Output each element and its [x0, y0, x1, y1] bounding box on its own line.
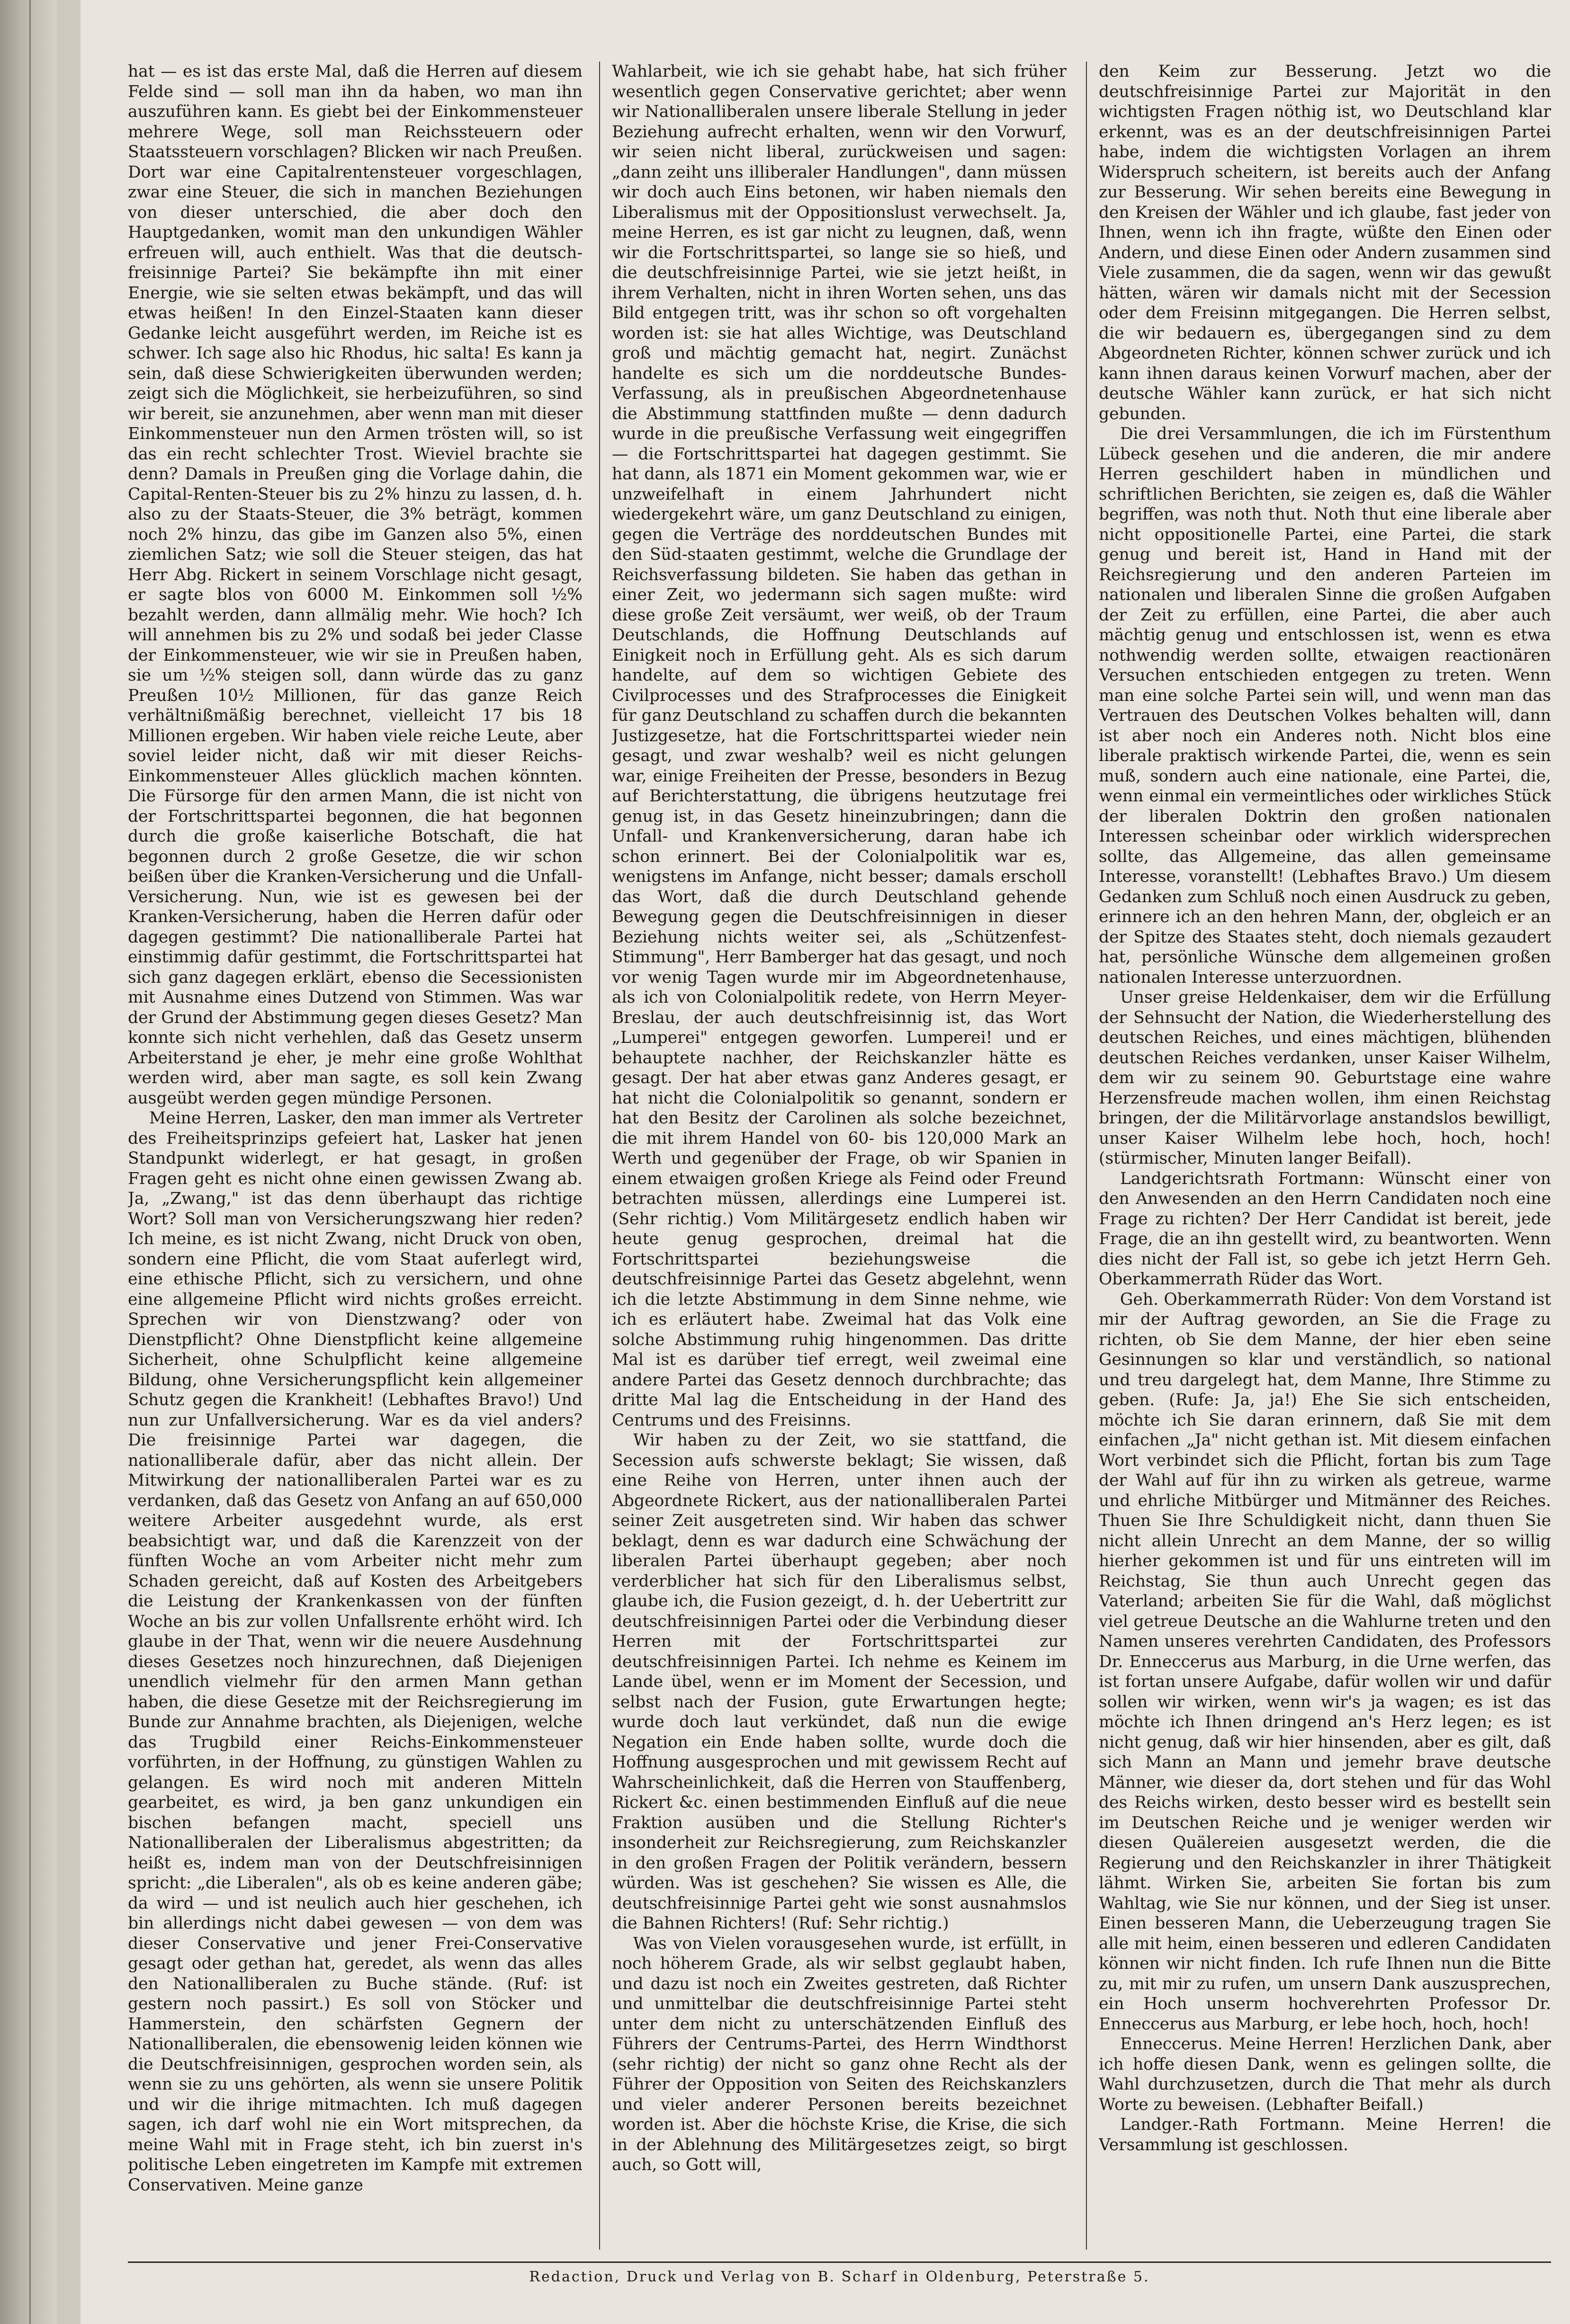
column-1-paragraph-1: hat — es ist das erste Mal, daß die Herren auf diesem Felde sind — soll man ihn da haben, wo man ihn auszuführen kann. Es giebt bei der Einkommensteuer mehrere Wege, soll man Reichssteuern oder Staatssteuern vorschlagen? Blicken wir nach Preußen. Dort war eine Capitalrentensteuer vorgeschlagen, zwar eine Steuer, die sich in manchen Beziehungen von dieser unterschied, die aber doch den Hauptgedanken, womit man den unkundigen Wähler erfreuen will, auch enthielt. Was that die deutsch-freisinnige Partei? Sie bekämpfte ihn mit einer Energie, wie sie selten etwas bekämpft, und das will etwas heißen! In den Einzel-Staaten kann dieser Gedanke leicht ausgeführt werden, im Reiche ist es schwer. Ich sage also hic Rhodus, hic salta! Es kann ja sein, daß diese Schwierigkeiten überwunden werden; zeigt sich die Möglichkeit, sie herbeizuführen, so sind wir bereit, sie anzunehmen, aber wenn man mit dieser Einkommensteuer nun den Armen trösten will, so ist das ein recht schlechter Trost. Wieviel brachte sie denn? Damals in Preußen ging die Vorlage dahin, die Capital-Renten-Steuer bis zu 2% hinzu zu lassen, d. h. also zu der Staats-Steuer, die 3% beträgt, kommen noch 2% hinzu, das gibe im Ganzen also 5%, einen ziemlichen Satz; wie soll die Steuer steigen, das hat Herr Abg. Rickert in seinem Vorschlage nicht gesagt, er sagte blos von 6000 M. Einkommen soll ½% bezahlt werden, dann allmälig mehr. Wie hoch? Ich will annehmen bis zu 2% und sodaß bei jeder Classe der Einkommensteuer, wie wir sie in Preußen haben, sie um ½% steigen soll, dann würde das zu ganz Preußen 10½ Millionen, für das ganze Reich verhältnißmäßig berechnet, vielleicht 17 bis 18 Millionen ergeben. Wir haben viele reiche Leute, aber soviel leider nicht, daß wir mit dieser Reichs-Einkommensteuer Alles glücklich machen könnten. Die Fürsorge für den armen Mann, die ist nicht von der Fortschrittspartei begonnen, die hat begonnen durch die große kaiserliche Botschaft, die hat begonnen durch 2 große Gesetze, die wir schon beißen über die Kranken-Versicherung und die Unfall-Versicherung. Nun, wie ist es gewesen bei der Kranken-Versicherung, haben die Herren dafür oder dagegen gestimmt? Die nationalliberale Partei hat einstimmig dafür gestimmt, die Fortschrittspartei hat sich ganz dagegen erklärt, ebenso die Secessionisten mit Ausnahme eines Dutzend von Stimmen. Was war der Grund der Abstimmung gegen dieses Gesetz? Man konnte sich nicht verhehlen, daß das Gesetz unserm Arbeiterstand je eher, je mehr eine große Wohlthat werden wird, aber man sagte, es soll kein Zwang ausgeübt werden gegen mündige Personen.	[128, 62, 583, 1108]
spine-edge	[29, 0, 31, 2324]
column-1-paragraph-2: Meine Herren, Lasker, den man immer als Vertreter des Freiheitsprinzips gefeiert hat, Lasker hat jenen Standpunkt widerlegt, er hat gesagt, in großen Fragen geht es nicht ohne einen gewissen Zwang ab. Ja, „Zwang," ist das denn überhaupt das richtige Wort? Soll man von Versicherungszwang hier reden? Ich meine, es ist nicht Zwang, nicht Druck von oben, sondern eine Pflicht, die vom Staat auferlegt wird, eine ethische Pflicht, sich zu versichern, und ohne eine allgemeine Pflicht wird nichts großes erreicht. Sprechen wir von Dienstzwang? oder von Dienstpflicht? Ohne Dienstpflicht keine allgemeine Sicherheit, ohne Schulpflicht keine allgemeine Bildung, ohne Versicherungspflicht kein allgemeiner Schutz gegen die Krankheit! (Lebhaftes Bravo!) Und nun zur Unfallversicherung. War es da viel anders? Die freisinnige Partei war dagegen, die nationalliberale dafür, aber das nicht allein. Der Mitwirkung der nationalliberalen Partei war es zu verdanken, daß das Gesetz von Anfang an auf 650,000 weitere Arbeiter ausgedehnt wurde, als erst beabsichtigt war, und daß die Karenzzeit von der fünften Woche an vom Arbeiter nicht mehr zum Schaden gereicht, daß auf Kosten des Arbeitgebers die Leistung der Krankenkassen von der fünften Woche an bis zur vollen Unfallsrente erhöht wird. Ich glaube in der That, wenn wir die neuere Ausdehnung dieses Gesetzes noch hinzurechnen, daß Diejenigen unendlich vielmehr für den armen Mann gethan haben, die diese Gesetze mit der Reichsregierung im Bunde zur Annahme brachten, als Diejenigen, welche das Trugbild einer Reichs-Einkommensteuer vorführten, in der Hoffnung, zu günstigen Wahlen zu gelangen. Es wird noch mit anderen Mitteln gearbeitet, es wird, ja ben ganz unkundigen ein bischen befangen macht, speciell uns Nationalliberalen der Liberalismus abgestritten; da heißt es, indem man von der Deutschfreisinnigen spricht: „die Liberalen", als ob es keine anderen gäbe; da wird — und ist neulich auch hier geschehen, ich bin allerdings nicht dabei gewesen — von dem was dieser Conservative und jener Frei-Conservative gesagt oder gethan hat, geredet, als wenn das alles den Nationalliberalen zu Buche stände. (Ruf: ist gestern noch passirt.) Es soll von Stöcker und Hammerstein, den schärfsten Gegnern der Nationalliberalen, die ebensowenig leiden können wie die Deutschfreisinnigen, gesprochen worden sein, als wenn sie zu uns gehörten, als wenn sie unsere Politik und wir die ihrige mitmachten. Ich muß dagegen sagen, ich darf wohl nie ein Wort mitsprechen, da meine Wahl mit in Frage steht, ich bin zuerst in's politische Leben eingetreten im Kampfe mit extremen Conservativen. Meine ganze	[128, 1109, 583, 2195]
text-column-2	[612, 62, 1067, 2250]
newspaper-page	[81, 0, 1570, 2324]
column-rule-2	[1086, 62, 1087, 2250]
column-2-paragraph-1: Wahlarbeit, wie ich sie gehabt habe, hat sich früher wesentlich gegen Conservative gerichtet; aber wenn wir Nationalliberalen unsere liberale Stellung in jeder Beziehung aufrecht erhalten, wenn wir den Vorwurf, wir seien nicht liberal, zurückweisen und sagen: „dann zeiht uns illiberaler Handlungen", dann müssen wir doch auch Eins betonen, wir haben niemals den Liberalismus mit der Oppositionslust verwechselt. Ja, meine Herren, es ist gar nicht zu leugnen, daß, wenn wir die Fortschrittspartei, so lange sie so hieß, und die deutschfreisinnige Partei, wie sie jetzt heißt, in ihrem Verhalten, nicht in ihren Worten sehen, uns das Bild entgegen tritt, was ihr schon so oft vorgehalten worden ist: sie hat alles Wichtige, was Deutschland groß und mächtig gemacht hat, negirt. Zunächst handelte es sich um die norddeutsche Bundes-Verfassung, als in preußischen Abgeordnetenhause die Abstimmung stattfinden mußte — denn dadurch wurde in die preußische Verfassung weit eingegriffen — die Fortschrittspartei hat dagegen gestimmt. Sie hat dann, als 1871 ein Moment gekommen war, wie er unzweifelhaft in einem Jahrhundert nicht wiedergekehrt wäre, um ganz Deutschland zu einigen, gegen die Verträge des norddeutschen Bundes mit den Süd-staaten gestimmt, welche die Grundlage der Reichsverfassung bildeten. Sie haben das gethan in einer Zeit, wo jedermann sich sagen mußte: wird diese große Zeit versäumt, wer weiß, ob der Traum Deutschlands, die Hoffnung Deutschlands auf Einigkeit noch in Erfüllung geht. Als es sich darum handelte, auf dem so wichtigen Gebiete des Civilprocesses und des Strafprocesses die Einigkeit für ganz Deutschland zu schaffen durch die bekannten Justizgesetze, hat die Fortschrittspartei wieder nein gesagt, und zwar weshalb? weil es nicht gelungen war, einige Freiheiten der Presse, besonders in Bezug auf Berichterstattung, die übrigens heutzutage frei genug ist, in das Gesetz hineinzubringen; dann die Unfall- und Krankenversicherung, daran habe ich schon erinnert. Bei der Colonialpolitik war es, wenigstens im Anfange, nicht besser; damals erscholl das Wort, daß die durch Deutschland gehende Bewegung gegen die Deutschfreisinnigen in dieser Beziehung nichts weiter sei, als „Schützenfest-Stimmung", Herr Bamberger hat das gesagt, und noch vor wenig Tagen wurde mir im Abgeordnetenhause, als ich von Colonialpolitik redete, von Herrn Meyer-Breslau, der auch deutschfreisinnig ist, das Wort „Lumperei" entgegen geworfen. Lumperei! und er behauptete nachher, der Reichskanzler hätte es gesagt. Der hat aber etwas ganz Anderes gesagt, er hat nicht die Colonialpolitik so genannt, sondern er hat den Besitz der Carolinen als solche bezeichnet, die mit ihrem Handel von 60- bis 120,000 Mark an Werth und gegenüber der Frage, ob wir Spanien in einem etwaigen großen Kriege als Feind oder Freund betrachten müssen, allerdings eine Lumperei ist. (Sehr richtig.) Vom Militärgesetz endlich haben wir heute genug gesprochen, dreimal hat die Fortschrittspartei beziehungsweise die deutschfreisinnige Partei das Gesetz abgelehnt, wenn ich die letzte Abstimmung in dem Sinne nehme, wie ich es erläutert habe. Zweimal hat das Volk eine solche Abstimmung ruhig hingenommen. Das dritte Mal ist es darüber tief erregt, weil zweimal eine andere Partei das Gesetz dennoch durchbrachte; das dritte Mal lag die Entscheidung in der Hand des Centrums und des Freisinns.	[612, 62, 1067, 1430]
column-rule-1	[599, 62, 600, 2250]
column-3-paragraph-5: Geh. Oberkammerrath Rüder: Von dem Vorstand ist mir der Auftrag geworden, an Sie die Frage zu richten, ob Sie dem Manne, der hier eben seine Gesinnungen so klar und verständlich, so national und treu dargelegt hat, dem Manne, Ihre Stimme zu geben. (Rufe: Ja, ja!) Ehe Sie sich entscheiden, möchte ich Sie daran erinnern, daß Sie mit dem einfachen „Ja" nicht gethan ist. Mit diesem einfachen Wort verbindet sich die Pflicht, fortan bis zum Tage der Wahl auf für ihn zu wirken als getreue, warme und ehrliche Mitbürger und Mitmänner des Reiches. Thuen Sie Ihre Schuldigkeit nicht, dann thuen Sie nicht allein Unrecht an dem Manne, der so willig hierher gekommen ist und für uns eintreten will im Reichstag, Sie thun auch Unrecht gegen das Vaterland; arbeiten Sie für die Wahl, daß möglichst viel getreue Deutsche an die Wahlurne treten und den Namen unseres verehrten Candidaten, des Professors Dr. Enneccerus aus Marburg, in die Urne werfen, das ist fortan unsere Aufgabe, dafür wollen wir und dafür sollen wir wirken, wenn wir's ja wagen; es ist das möchte ich Ihnen dringend an's Herz legen; es ist nicht genug, daß wir hier hinsenden, aber es gilt, daß sich Mann an Mann und jemehr brave deutsche Männer, wie dieser da, dort stehen und für das Wohl des Reichs wirken, desto besser wird es bestellt sein im Deutschen Reiche und je weniger werden wir diesen Quälereien ausgesetzt werden, die die Regierung und den Reichskanzler in ihrer Thätigkeit lähmt. Wirken Sie, arbeiten Sie fortan bis zum Wahltag, wie Sie nur können, und der Sieg ist unser. Einen besseren Mann, die Ueberzeugung tragen Sie alle mit heim, einen besseren und edleren Candidaten können wir nicht finden. Ich rufe Ihnen nun die Bitte zu, mit mir zu rufen, um unsern Dank auszusprechen, ein Hoch unserm hochverehrten Professor Dr. Enneccerus aus Marburg, er lebe hoch, hoch, hoch!	[1099, 1290, 1551, 2034]
text-column-1	[128, 62, 583, 2250]
column-3-paragraph-7: Landger.-Rath Fortmann. Meine Herren! die Versammlung ist geschlossen.	[1099, 2115, 1551, 2154]
binding-gutter	[0, 0, 57, 2324]
column-3-paragraph-4: Landgerichtsrath Fortmann: Wünscht einer von den Anwesenden an den Herrn Candidaten noch eine Frage zu richten? Der Herr Candidat ist bereit, jede Frage, die an ihn gestellt wird, zu beantworten. Wenn dies nicht der Fall ist, so gebe ich jetzt Herrn Geh. Oberkammerrath Rüder das Wort.	[1099, 1169, 1551, 1289]
column-3-paragraph-1: den Keim zur Besserung. Jetzt wo die deutschfreisinnige Partei zur Majorität in den wichtigsten Fragen nöthig ist, wo Deutschland klar erkennt, was es an der deutschfreisinnigen Partei habe, indem die wichtigsten Vorlagen an ihrem Widerspruch scheitern, ist bereits auch der Anfang zur Besserung. Wir sehen bereits eine Bewegung in den Kreisen der Wähler und ich glaube, fast jeder von Ihnen, wenn ich ihn fragte, wüßte den Einen oder Andern, und diese Einen oder Andern zusammen sind Viele zusammen, die da sagen, wenn wir das gewußt hätten, wären wir damals nicht mit der Secession oder dem Freisinn mitgegangen. Die Herren selbst, die wir bedauern es, übergegangen sind zu dem Abgeordneten Richter, können schwer zurück und ich kann ihnen daraus keinen Vorwurf machen, aber der deutsche Wähler kann zurück, er hat sich nicht gebunden.	[1099, 62, 1551, 423]
column-3-paragraph-3: Unser greise Heldenkaiser, dem wir die Erfüllung der Sehnsucht der Nation, die Wiederherstellung des deutschen Reiches, und eines mächtigen, blühenden deutschen Reiches verdanken, unser Kaiser Wilhelm, dem wir zu seinem 90. Geburtstage eine wahre Herzensfreude machen wollen, ihm einen Reichstag bringen, der die Militärvorlage anstandslos bewilligt, unser Kaiser Wilhelm lebe hoch, hoch, hoch! (stürmischer, Minuten langer Beifall).	[1099, 988, 1551, 1168]
footer-rule	[128, 2261, 1551, 2263]
column-3-paragraph-6: Enneccerus. Meine Herren! Herzlichen Dank, aber ich hoffe diesen Dank, wenn es gelingen sollte, die Wahl durchzusetzen, durch die That mehr als durch Worte zu beweisen. (Lebhafter Beifall.)	[1099, 2035, 1551, 2114]
text-column-3	[1099, 62, 1551, 2250]
imprint-footer: Redaction, Druck und Verlag von B. Scharf in Oldenburg, Peterstraße 5.	[529, 2269, 1150, 2285]
column-2-paragraph-2: Wir haben zu der Zeit, wo sie stattfand, die Secession aufs schwerste beklagt; Sie wissen, daß eine Reihe von Herren, unter ihnen auch der Abgeordnete Rickert, aus der nationalliberalen Partei seiner Zeit ausgetreten sind. Wir haben das schwer beklagt, denn es war dadurch eine Schwächung der liberalen Partei überhaupt gegeben; aber noch verderblicher hat sich für den Liberalismus selbst, glaube ich, die Fusion gezeigt, d. h. der Uebertritt zur deutschfreisinnigen Partei oder die Verbindung dieser Herren mit der Fortschrittspartei zur deutschfreisinnigen Partei. Ich nehme es Keinem im Lande übel, wenn er im Moment der Secession, und selbst nach der Fusion, gute Erwartungen hegte; wurde doch laut verkündet, daß nun die ewige Negation ein Ende haben sollte, wurde doch die Hoffnung ausgesprochen und mit gewissem Recht auf Wahrscheinlichkeit, daß die Herren von Stauffenberg, Rickert &c. einen bestimmenden Einfluß auf die neue Fraktion ausüben und die Stellung Richter's insonderheit zur Reichsregierung, zum Reichskanzler in den großen Fragen der Politik verändern, bessern würden. Was ist geschehen? Sie wissen es Alle, die deutschfreisinnige Partei geht wie sonst ausnahmslos die Bahnen Richters! (Ruf: Sehr richtig.)	[612, 1431, 1067, 1933]
column-2-paragraph-3: Was von Vielen vorausgesehen wurde, ist erfüllt, in noch höherem Grade, als wir selbst geglaubt haben, und dazu ist noch ein Zweites gestreten, daß Richter und unmittelbar die deutschfreisinnige Partei steht unter dem nicht zu unterschätzenden Einfluß des Führers der Centrums-Partei, des Herrn Windthorst (sehr richtig) der nicht so ganz ohne Recht als der Führer der Opposition von Seiten des Reichskanzlers und vieler anderer Personen bereits bezeichnet worden ist. Aber die höchste Krise, die Krise, die sich in der Ablehnung des Militärgesetzes zeigt, so birgt auch, so Gott will,	[612, 1934, 1067, 2174]
column-3-paragraph-2: Die drei Versammlungen, die ich im Fürstenthum Lübeck gesehen und die anderen, die mir andere Herren geschildert haben in mündlichen und schriftlichen Berichten, sie zeigen es, daß die Wähler begriffen, was noth thut. Noth thut eine liberale aber nicht oppositionelle Partei, eine Partei, die stark genug und bereit ist, Hand in Hand mit der Reichsregierung und den anderen Parteien im nationalen und liberalen Sinne die großen Aufgaben der Zeit zu erfüllen, eine Partei, die aber auch mächtig genug und entschlossen ist, wenn es etwa nothwendig werden sollte, etwaigen reactionären Versuchen entschieden entgegen zu treten. Wenn man eine solche Partei sein will, und wenn man das Vertrauen des Deutschen Volkes behalten will, dann ist aber noch ein Anderes noth. Nicht blos eine liberale praktisch wirkende Partei, die, wenn es sein muß, sondern auch eine nationale, eine Partei, die, wenn einmal ein vermeintliches oder wirkliches Stück der liberalen Doktrin den großen nationalen Interessen scheinbar oder wirklich widersprechen sollte, das Allgemeine, das allen gemeinsame Interesse, voranstellt! (Lebhaftes Bravo.) Um diesem Gedanken zum Schluß noch einen Ausdruck zu geben, erinnere ich an den hehren Mann, der, obgleich er an der Spitze des Staates steht, doch niemals gezaudert hat, persönliche Wünsche dem allgemeinen großen nationalen Interesse unterzuordnen.	[1099, 424, 1551, 987]
